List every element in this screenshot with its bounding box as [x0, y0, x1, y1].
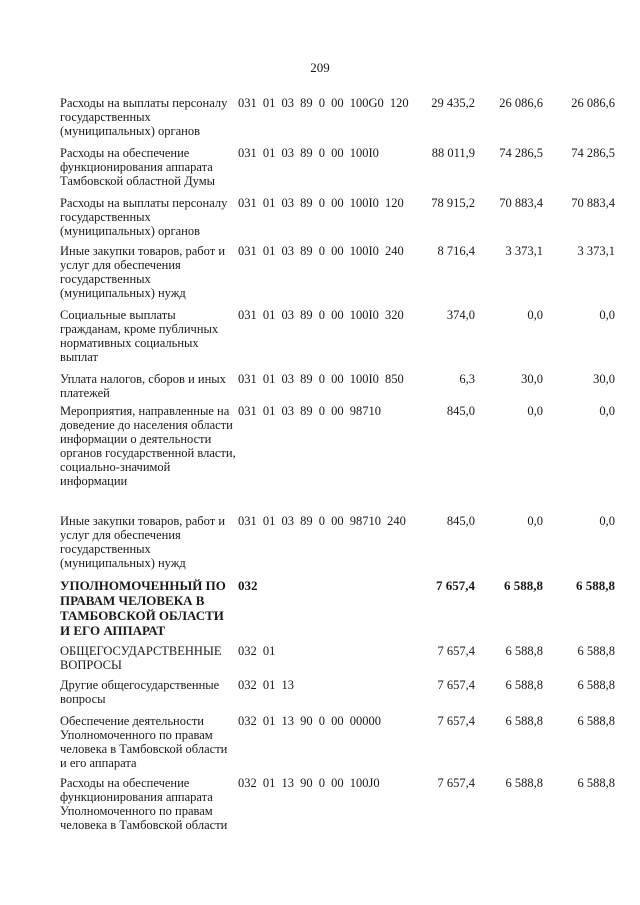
row-value-3: 6 588,8 — [576, 578, 615, 593]
row-code: 031 01 03 89 0 00 100I0 — [238, 146, 379, 160]
page-number: 209 — [310, 60, 330, 75]
row-value-3: 0,0 — [599, 308, 615, 322]
row-value-1: 7 657,4 — [437, 776, 475, 790]
row-value-3: 6 588,8 — [577, 644, 615, 658]
row-value-2: 74 286,5 — [499, 146, 543, 160]
row-code: 032 01 — [238, 644, 276, 658]
row-description: Другие общегосударственные вопросы — [60, 678, 220, 706]
row-value-3: 3 373,1 — [577, 244, 615, 258]
row-value-1: 845,0 — [446, 514, 475, 528]
row-value-3: 0,0 — [599, 404, 615, 418]
row-value-3: 6 588,8 — [577, 678, 615, 692]
row-code: 031 01 03 89 0 00 100I0 850 — [238, 372, 404, 386]
row-value-1: 29 435,2 — [431, 96, 475, 110]
row-value-1: 845,0 — [446, 404, 475, 418]
row-code: 031 01 03 89 0 00 98710 — [238, 404, 381, 418]
row-value-3: 0,0 — [599, 514, 615, 528]
row-value-1: 8 716,4 — [437, 244, 475, 258]
row-description: Уплата налогов, сборов и иных платежей — [60, 372, 226, 400]
row-code: 031 01 03 89 0 00 100G0 120 — [238, 96, 409, 110]
row-value-1: 7 657,4 — [437, 644, 475, 658]
row-value-3: 6 588,8 — [577, 714, 615, 728]
row-value-2: 26 086,6 — [499, 96, 543, 110]
row-value-1: 6,3 — [459, 372, 475, 386]
row-code: 032 01 13 — [238, 678, 294, 692]
row-code: 031 01 03 89 0 00 100I0 320 — [238, 308, 404, 322]
row-description: Мероприятия, направленные на доведение до населения области информации о деятельности органов государственной власти, социально-значимой информации — [60, 404, 236, 488]
row-value-1: 374,0 — [446, 308, 475, 322]
row-value-2: 0,0 — [527, 308, 543, 322]
row-description: Иные закупки товаров, работ и услуг для обеспечения государственных (муниципальных) нужд — [60, 514, 226, 570]
row-value-3: 26 086,6 — [571, 96, 615, 110]
row-value-1: 78 915,2 — [431, 196, 475, 210]
row-value-2: 30,0 — [521, 372, 543, 386]
row-value-1: 7 657,4 — [437, 714, 475, 728]
row-description: Обеспечение деятельности Уполномоченного по правам человека в Тамбовской области и его аппарата — [60, 714, 228, 770]
row-value-2: 70 883,4 — [499, 196, 543, 210]
row-value-3: 70 883,4 — [571, 196, 615, 210]
row-description: Социальные выплаты гражданам, кроме публичных нормативных социальных выплат — [60, 308, 219, 364]
row-code: 032 — [238, 578, 258, 593]
row-value-2: 0,0 — [527, 514, 543, 528]
row-description: ОБЩЕГОСУДАРСТВЕННЫЕ ВОПРОСЫ — [60, 644, 222, 672]
row-description: Иные закупки товаров, работ и услуг для обеспечения государственных (муниципальных) нужд — [60, 244, 226, 300]
row-description: Расходы на выплаты персоналу государственных (муниципальных) органов — [60, 96, 228, 138]
row-value-2: 6 588,8 — [505, 678, 543, 692]
row-value-3: 30,0 — [593, 372, 615, 386]
row-value-2: 6 588,8 — [505, 776, 543, 790]
row-value-2: 0,0 — [527, 404, 543, 418]
row-value-2: 3 373,1 — [505, 244, 543, 258]
row-code: 031 01 03 89 0 00 98710 240 — [238, 514, 406, 528]
row-description: Расходы на обеспечение функционирования аппарата Тамбовской областной Думы — [60, 146, 216, 188]
row-value-1: 88 011,9 — [431, 146, 475, 160]
row-description: Расходы на выплаты персоналу государственных (муниципальных) органов — [60, 196, 228, 238]
row-code: 031 01 03 89 0 00 100I0 120 — [238, 196, 404, 210]
row-description: Расходы на обеспечение функционирования аппарата Уполномоченного по правам человека в Тамбовской области — [60, 776, 228, 832]
row-value-1: 7 657,4 — [437, 678, 475, 692]
row-value-1: 7 657,4 — [436, 578, 475, 593]
row-code: 031 01 03 89 0 00 100I0 240 — [238, 244, 404, 258]
row-code: 032 01 13 90 0 00 100J0 — [238, 776, 380, 790]
row-value-2: 6 588,8 — [505, 714, 543, 728]
row-code: 032 01 13 90 0 00 00000 — [238, 714, 381, 728]
row-value-2: 6 588,8 — [505, 644, 543, 658]
row-value-3: 74 286,5 — [571, 146, 615, 160]
section-title: УПОЛНОМОЧЕННЫЙ ПО ПРАВАМ ЧЕЛОВЕКА В ТАМБОВСКОЙ ОБЛАСТИ И ЕГО АППАРАТ — [60, 578, 226, 638]
row-value-2: 6 588,8 — [504, 578, 543, 593]
row-value-3: 6 588,8 — [577, 776, 615, 790]
